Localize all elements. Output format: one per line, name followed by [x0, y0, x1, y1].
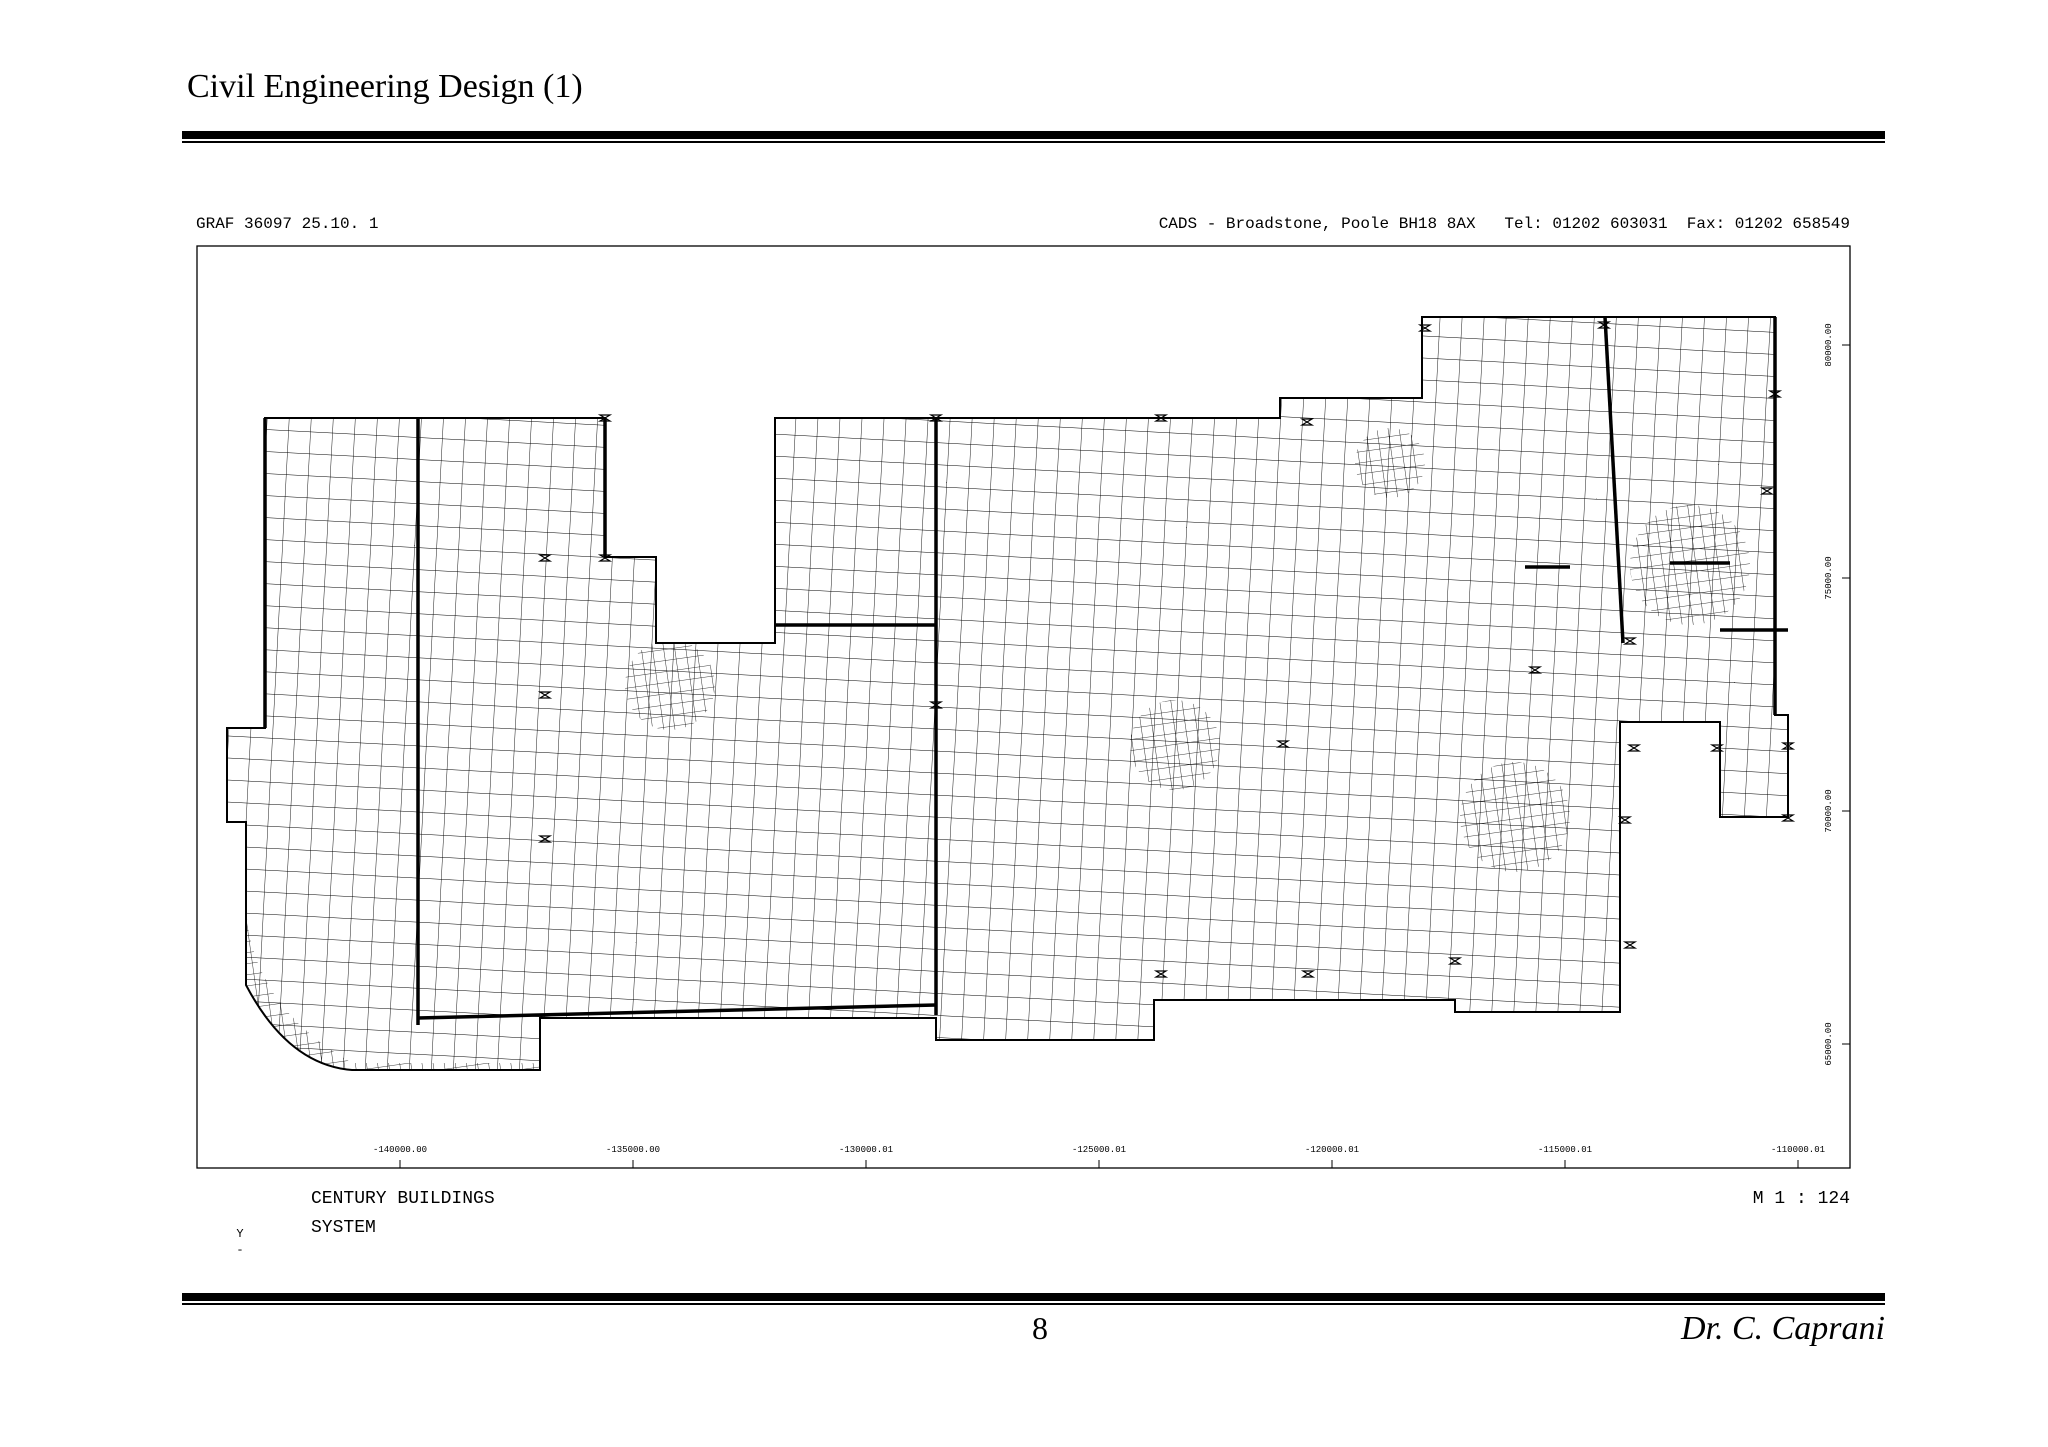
project-name-line2: SYSTEM [311, 1218, 376, 1238]
mesh-refinement-zone [625, 640, 715, 730]
project-name-line1: CENTURY BUILDINGS [311, 1189, 495, 1209]
y-axis-labels [1824, 323, 1834, 1065]
document-title: Civil Engineering Design (1) [187, 68, 583, 105]
footer-rule-thick [182, 1293, 1885, 1301]
x-tick-label: -125000.01 [1071, 1145, 1127, 1155]
slab-mesh [220, 305, 1800, 1085]
axis-indicator-y: Y [236, 1227, 244, 1241]
header-rule-thin [182, 141, 1885, 143]
mesh-refinement-zone [1130, 700, 1220, 790]
column-support [1629, 745, 1639, 751]
axis-indicator-dash: - [236, 1243, 244, 1257]
author-name: Dr. C. Caprani [1680, 1310, 1885, 1347]
y-tick-label: 70000.00 [1824, 789, 1834, 833]
x-axis-labels [373, 1145, 1825, 1155]
page-number: 8 [1032, 1310, 1048, 1346]
x-tick-label: -120000.01 [1304, 1145, 1360, 1155]
footer-rule-thin [182, 1303, 1885, 1305]
y-axis-ticks [1842, 345, 1850, 1044]
drawing-company-text: CADS - Broadstone, Poole BH18 8AX Tel: 01202 603031 Fax: 01202 658549 [1158, 215, 1850, 233]
drawing-id-text: GRAF 36097 25.10. 1 [196, 215, 379, 233]
mesh-refinement-zone [1630, 505, 1750, 625]
y-tick-label: 80000.00 [1824, 323, 1834, 367]
x-tick-label: -130000.01 [838, 1145, 894, 1155]
x-tick-label: -115000.01 [1537, 1145, 1593, 1155]
fe-mesh-drawing [190, 205, 1870, 1295]
x-axis-ticks [400, 1160, 1798, 1168]
scale-label: M 1 : 124 [1752, 1189, 1850, 1209]
y-tick-label: 65000.00 [1824, 1022, 1834, 1066]
x-tick-label: -110000.01 [1770, 1145, 1826, 1155]
header-rule-thick [182, 131, 1885, 139]
mesh-refinement-zone [1355, 428, 1425, 498]
mesh-refinement-zone [1460, 762, 1570, 872]
y-tick-label: 75000.00 [1824, 556, 1834, 600]
column-support [1620, 817, 1630, 823]
x-tick-label: -135000.00 [605, 1145, 661, 1155]
x-tick-label: -140000.00 [372, 1145, 428, 1155]
column-support [1625, 942, 1635, 948]
